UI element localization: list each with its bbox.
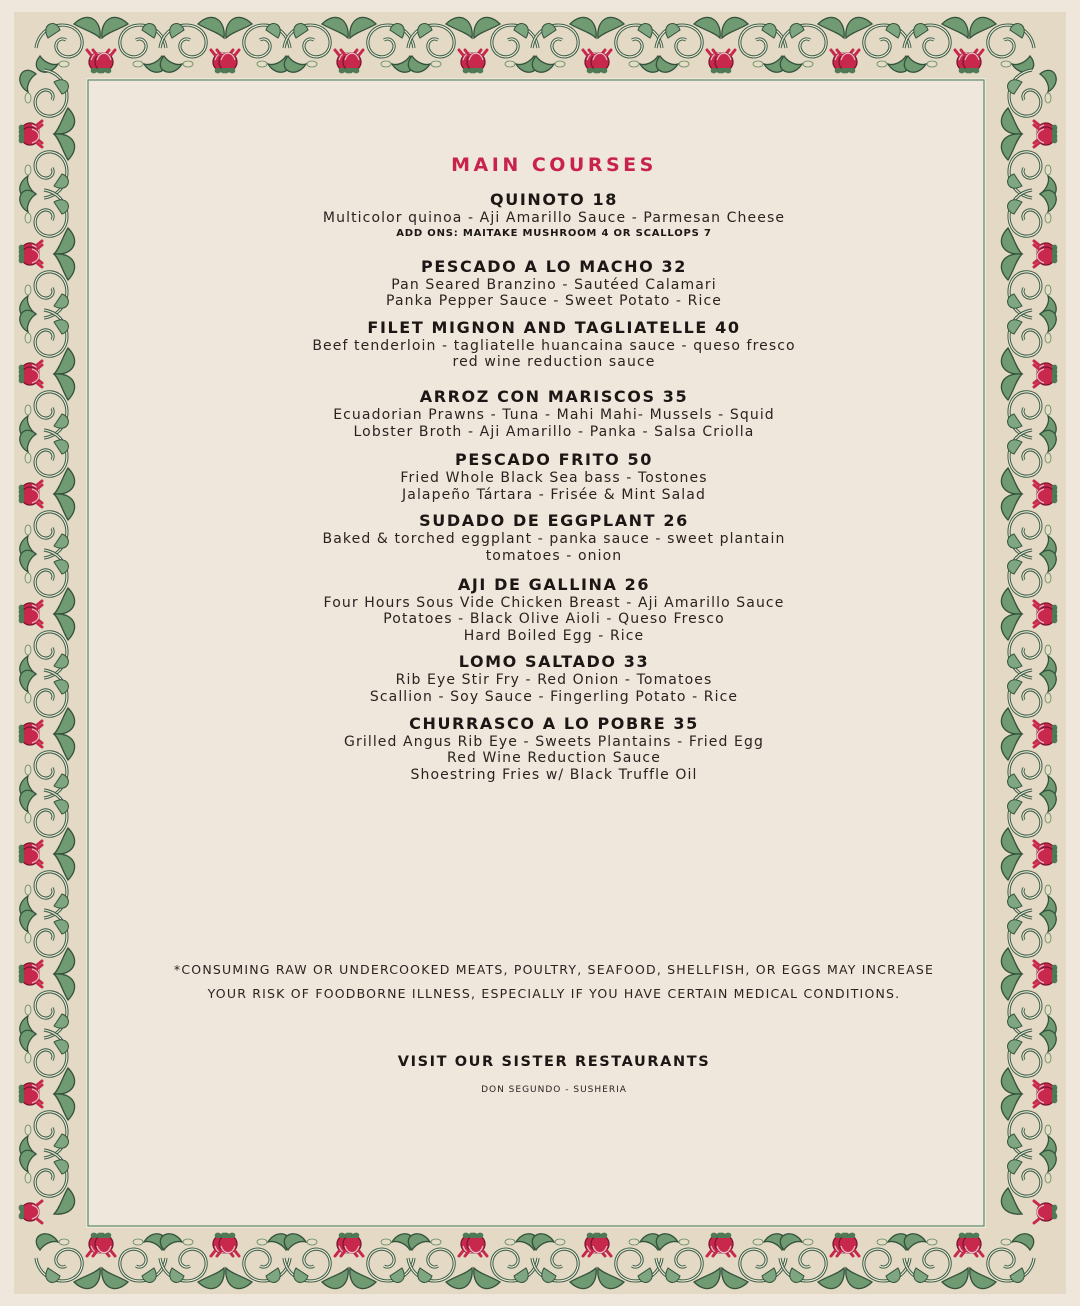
menu-item-description: Lobster Broth - Aji Amarillo - Panka - Salsa Criolla <box>353 423 755 440</box>
menu-item-description: Scallion - Soy Sauce - Fingerling Potato - Rice <box>369 688 739 705</box>
sister-restaurants-title: VISIT OUR SISTER RESTAURANTS <box>397 1054 711 1070</box>
disclaimer-line: *CONSUMING RAW OR UNDERCOOKED MEATS, POULTRY, SEAFOOD, SHELLFISH, OR EGGS MAY INCREASE <box>173 962 935 977</box>
menu-item-description: Grilled Angus Rib Eye - Sweets Plantains - Fried Egg <box>344 733 764 750</box>
menu-item-addons: ADD ONS: MAITAKE MUSHROOM 4 OR SCALLOPS 7 <box>396 227 712 239</box>
menu-item-description: Shoestring Fries w/ Black Truffle Oil <box>410 766 698 783</box>
menu-item <box>100 318 1008 371</box>
menu-item-name: PESCADO A LO MACHO 32 <box>421 256 687 276</box>
menu-item-description: red wine reduction sauce <box>452 354 656 371</box>
menu-item-description: Pan Seared Branzino - Sautéed Calamari <box>391 276 717 293</box>
disclaimer-line: YOUR RISK OF FOODBORNE ILLNESS, ESPECIALLY IF YOU HAVE CERTAIN MEDICAL CONDITIONS. <box>207 986 901 1001</box>
menu-item-description: Fried Whole Black Sea bass - Tostones <box>400 470 708 487</box>
menu-item <box>100 450 1008 503</box>
menu-item <box>100 714 1008 784</box>
menu-item-description: Ecuadorian Prawns - Tuna - Mahi Mahi- Mussels - Squid <box>333 406 775 423</box>
menu-item <box>100 387 1008 440</box>
menu-item-description: Baked & torched eggplant - panka sauce - sweet plantain <box>322 531 786 548</box>
menu-item <box>100 652 1008 705</box>
menu-item-description: Four Hours Sous Vide Chicken Breast - Aji Amarillo Sauce <box>323 594 785 611</box>
menu-item-name: SUDADO DE EGGPLANT 26 <box>419 511 689 531</box>
menu-item <box>100 575 1008 645</box>
menu-item-description: Rib Eye Stir Fry - Red Onion - Tomatoes <box>395 672 713 689</box>
menu-item-name: PESCADO FRITO 50 <box>455 450 653 470</box>
menu-item-name: AJI DE GALLINA 26 <box>457 574 651 594</box>
menu-item-description: tomatoes - onion <box>485 547 623 564</box>
menu-item-description: Red Wine Reduction Sauce <box>447 750 661 767</box>
menu-item-description: Multicolor quinoa - Aji Amarillo Sauce - Parmesan Cheese <box>322 210 786 226</box>
menu-item <box>100 190 1008 241</box>
menu-item-name: QUINOTO 18 <box>490 190 618 209</box>
menu-items <box>100 190 1008 783</box>
menu-item <box>100 511 1008 564</box>
sister-restaurants-names: DON SEGUNDO - SUSHERIA <box>481 1085 627 1095</box>
menu-item-description: Panka Pepper Sauce - Sweet Potato - Rice <box>386 293 722 310</box>
menu-item-description: Potatoes - Black Olive Aioli - Queso Fresco <box>383 611 725 628</box>
menu-item-name: ARROZ CON MARISCOS 35 <box>419 386 689 406</box>
menu-item-name: FILET MIGNON AND TAGLIATELLE 40 <box>367 317 741 337</box>
food-safety-disclaimer <box>100 958 1008 1006</box>
menu-item-description: Hard Boiled Egg - Rice <box>463 627 645 644</box>
menu-item-description: Jalapeño Tártara - Frisée & Mint Salad <box>402 486 706 503</box>
menu-item <box>100 257 1008 310</box>
menu-item-name: CHURRASCO A LO POBRE 35 <box>409 713 699 733</box>
menu-item-description: Beef tenderloin - tagliatelle huancaina sauce - queso fresco <box>312 337 796 354</box>
menu-item-name: LOMO SALTADO 33 <box>458 652 650 672</box>
section-title: MAIN COURSES <box>451 154 657 176</box>
